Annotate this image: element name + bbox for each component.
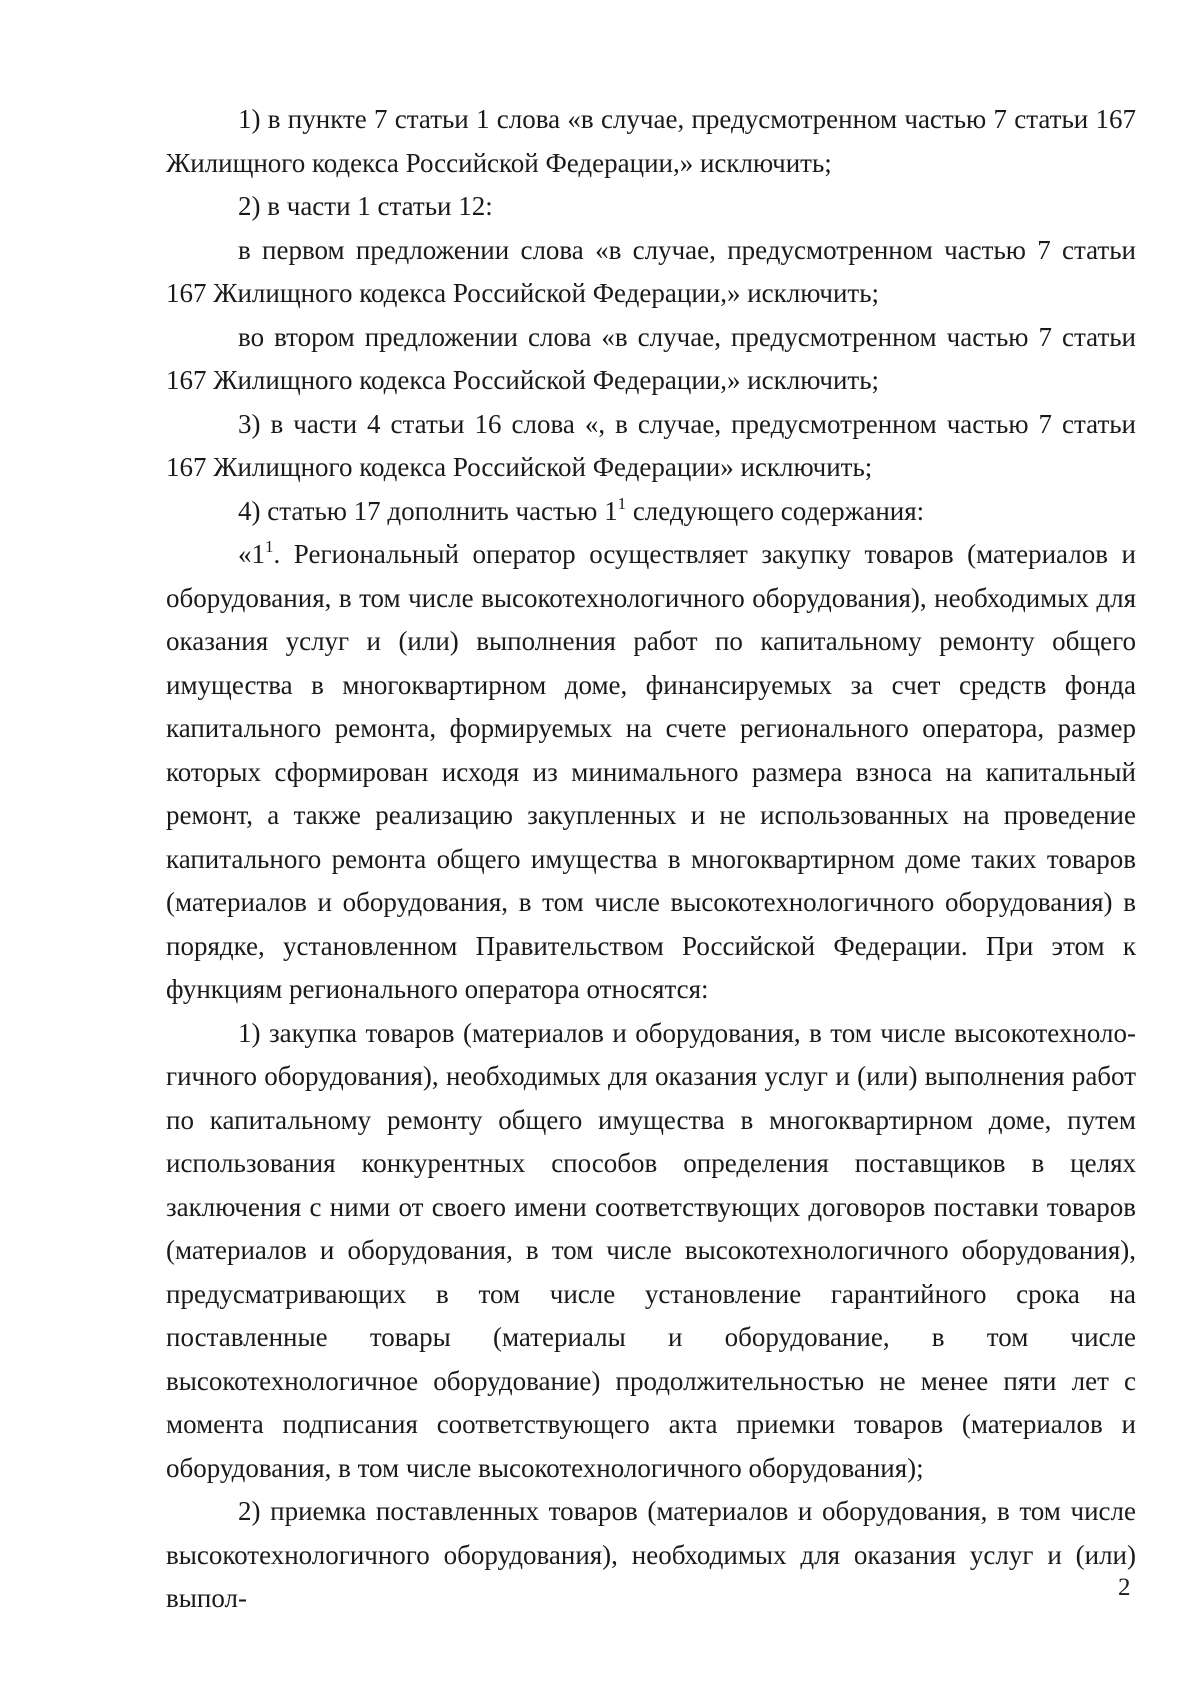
- paragraph-sub-second-sentence: во втором предложении слова «в случае, предусмотренном частью 7 статьи 167 Жилищного кодекса Российской Федерации,» исключить;: [166, 321, 1136, 395]
- paragraph-function-1: 1) закупка товаров (материалов и оборудования, в том числе высокотехнологичного оборудования), необходимых для оказания услуг и (или) выполнения работ по капитальному ремонту общего имущества в многоквартирном доме, путем использования конкурентных способов определения поставщиков в целях заключения с ними от своего имени соответствующих договоров поставки товаров (материалов и оборудования, в том числе высокотехнологичного оборудования), предусматривающих в том числе установление гарантийного срока на поставленные товары (материалы и оборудование, в том числе высокотехнологичное оборудование) продолжительностью не менее пяти лет с момента подписания соответствующего акта приемки товаров (материалов и оборудования, в том числе высокотехнологичного оборудования);: [166, 1017, 1136, 1483]
- paragraph-item-4: [166, 490, 1136, 534]
- paragraph-item-1: 1) в пункте 7 статьи 1 слова «в случае, предусмотренном частью 7 статьи 167 Жилищного кодекса Российской Федерации,» исключить;: [166, 104, 1136, 178]
- paragraph-function-2: 2) приемка поставленных товаров (материалов и оборудования, в том числе высокотехнологичного оборудования), необходимых для оказания услуг и (или) выпол-: [166, 1496, 1136, 1613]
- paragraph-quoted-part-text: . Региональный оператор осуществляет закупку товаров (материалов и оборудования, в том числе высокотехнологичного оборудования), необходимых для оказания услуг и (или) выполнения работ по капитальному ремонту общего имущества в многоквартирном доме, финансируемых за счет средств фонда капитального ремонта, формируемых на счете регионального оператора, размер которых сформирован исходя из минимального размера взноса на капитальный ремонт, а также реализацию закупленных и не использованных на проведение капитального ремонта общего имущества в многоквартирном доме таких товаров (материалов и оборудования, в том числе высокотехнологичного оборудования) в порядке, установленном Правительством Российской Федерации. При этом к функциям регионального оператора относятся:: [166, 539, 1136, 1004]
- paragraph-item-2: 2) в части 1 статьи 12:: [238, 191, 493, 221]
- paragraph-item-4-text-before: 4) статью 17 дополнить частью 1: [238, 495, 618, 526]
- paragraph-item-4-superscript: 1: [617, 493, 627, 513]
- page-number: 2: [1118, 1574, 1131, 1601]
- document-body: [166, 98, 1136, 1621]
- paragraph-quoted-part: [166, 533, 1136, 1012]
- paragraph-item-3: 3) в части 4 статьи 16 слова «, в случае, предусмотренном частью 7 статьи 167 Жилищного кодекса Российской Федерации» исключить;: [166, 408, 1136, 482]
- paragraph-quoted-part-start: «1: [238, 539, 265, 569]
- paragraph-item-4-text-after: следующего содержания:: [626, 495, 925, 526]
- paragraph-quoted-part-superscript: 1: [265, 537, 274, 556]
- paragraph-sub-first-sentence: в первом предложении слова «в случае, предусмотренном частью 7 статьи 167 Жилищного кодекса Российской Федерации,» исключить;: [166, 234, 1136, 308]
